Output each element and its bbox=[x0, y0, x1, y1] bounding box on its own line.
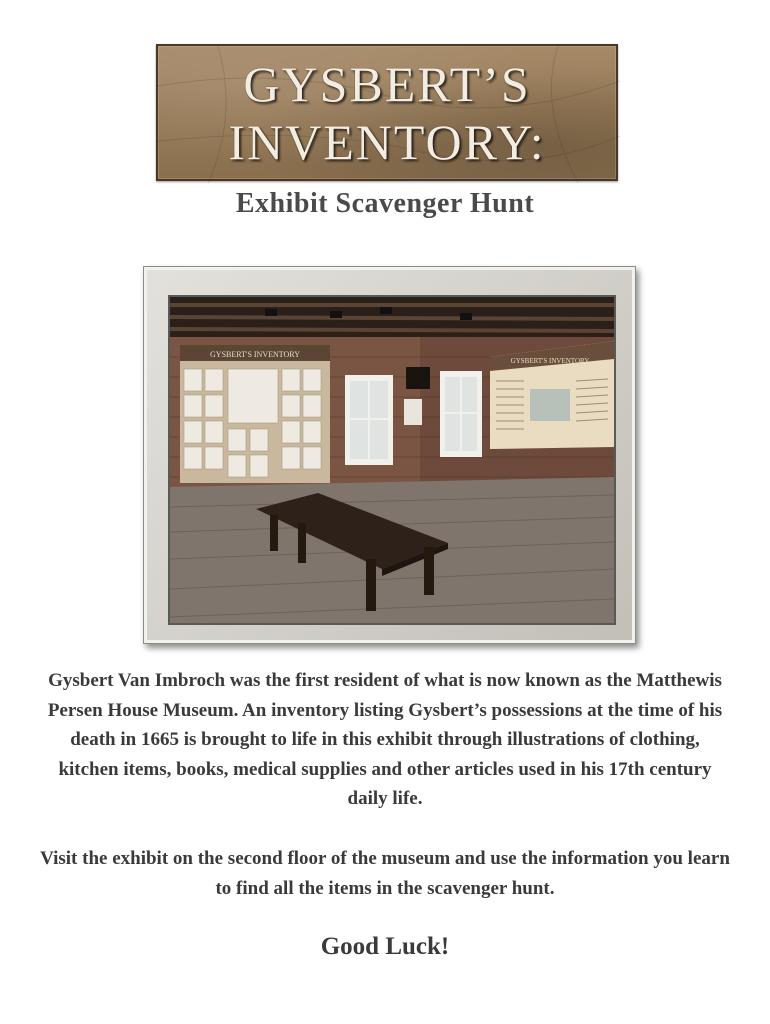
left-panel-heading: GYSBERT'S INVENTORY bbox=[210, 350, 300, 359]
banner-title-line-2: INVENTORY: bbox=[228, 114, 546, 170]
photo-frame bbox=[143, 266, 636, 644]
intro-paragraph: Gysbert Van Imbroch was the first resident of what is now known as the Matthewis Persen House Museum. An inventory listing Gysbert’s possessions at the time of his death in 1665 is brought to life in this exhibit through illustrations of clothing, kitchen items, books, medical supplies and other articles used in his 17th century daily life. bbox=[47, 670, 723, 809]
right-panel-heading: GYSBERT'S INVENTORY bbox=[510, 357, 590, 365]
good-luck-text: Good Luck! bbox=[320, 933, 450, 960]
banner-title-line-1: GYSBERT’S bbox=[243, 56, 531, 112]
exhibit-room-photo bbox=[168, 295, 616, 625]
page-subtitle: Exhibit Scavenger Hunt bbox=[235, 188, 535, 219]
title-banner bbox=[156, 44, 618, 181]
instructions-paragraph: Visit the exhibit on the second floor of the museum and use the information you learn to find all the items in the scavenger hunt. bbox=[40, 848, 730, 899]
